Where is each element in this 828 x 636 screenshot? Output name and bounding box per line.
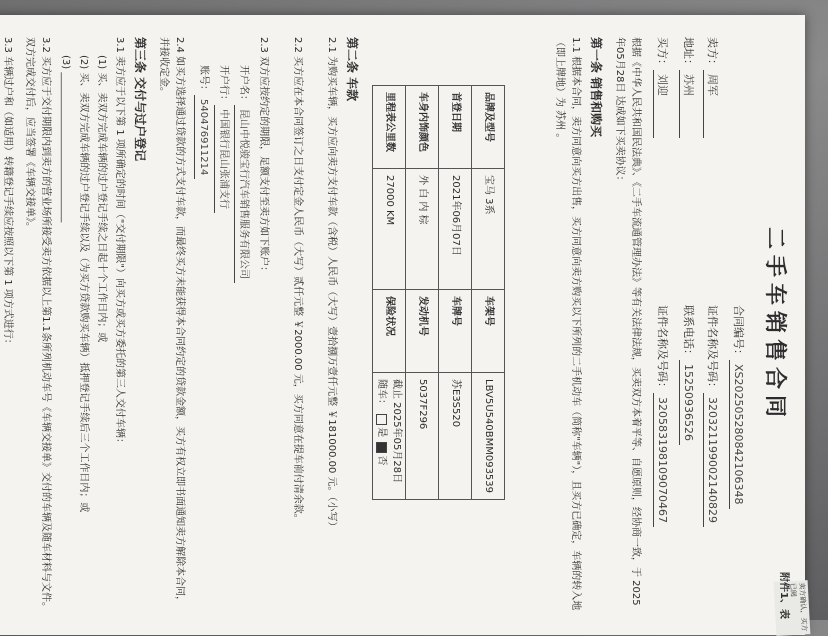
clause-2-2: 2.2 买方应在本合同签订之日支付定金人民币（大写）贰仟元整 ￥2000.00 元，买方同意在提车前付清余款。 bbox=[292, 37, 303, 524]
article-2-heading: 第二条 车款 bbox=[345, 37, 359, 102]
vin-value: LBV5U540BMM093539 bbox=[472, 373, 505, 500]
plate-label: 车牌号 bbox=[439, 290, 472, 373]
clause-3-2: 3.2 买方应于交付期限内到卖方的营业场所接受卖方依据以上第1.1条所列机动车号《车辆交接单》交付的车辆及随车材料与文件。双方完成交付后，应当签署《车辆交接单》。 bbox=[24, 37, 51, 612]
insurance-checkboxes bbox=[374, 379, 390, 493]
table-row bbox=[439, 86, 472, 500]
clause-3-1c: (3) ______________________________ bbox=[60, 55, 71, 223]
brand-value: 宝马 3系 bbox=[472, 169, 505, 290]
article-3-heading: 第三条 交付与过户登记 bbox=[133, 37, 147, 162]
seller-address: 地址：苏州 bbox=[679, 37, 697, 138]
engine-label: 发动机号 bbox=[406, 290, 439, 373]
table-row bbox=[373, 86, 406, 500]
corner-label: 附件1、表 bbox=[778, 572, 789, 619]
first-reg-value: 2021年06月07日 bbox=[439, 169, 472, 290]
ins-no: 否 bbox=[376, 455, 387, 466]
contract-paper bbox=[0, 15, 809, 635]
insurance-label: 保险状况 bbox=[373, 290, 406, 373]
contract-title: 二手车销售合同 bbox=[762, 226, 787, 423]
brand-label: 品牌及型号 bbox=[472, 86, 505, 169]
plate-value: 苏E3S520 bbox=[439, 373, 472, 500]
color-label: 车身内饰颜色 bbox=[406, 86, 439, 169]
buyer-id: 证件名称及号码：320583198109070467 bbox=[653, 305, 671, 527]
account-number: 账号：540476911214 bbox=[195, 65, 212, 179]
clause-2-1: 2.1 为购买车辆，买方应向卖方支付车款（含税）人民币（大写）壹拾捌万壹仟元整 ￥181000.00 元。（小写） bbox=[326, 37, 337, 532]
clause-3-1a: (1) 买、卖双方完成车辆的过户登记手续之日起十个工作日内；或 bbox=[96, 55, 107, 343]
vehicle-table bbox=[372, 85, 505, 500]
mileage-value: 27000 KM bbox=[373, 169, 406, 290]
seller-phone: 联系电话：15250936526 bbox=[679, 305, 697, 445]
clause-3-1: 3.1 卖方应于以下第 1 项所确定的时间（"交付期限"）向买方或买方委托的第三人交付车辆： bbox=[114, 37, 125, 449]
seller-id: 证件名称及号码：320321199002140829 bbox=[703, 305, 721, 527]
first-reg-label: 首登日期 bbox=[439, 86, 472, 169]
table-row bbox=[406, 86, 439, 500]
color-value: 外 白 内 棕 bbox=[406, 169, 439, 290]
ins-yes: 是 bbox=[376, 427, 387, 438]
vin-label: 车架号 bbox=[472, 290, 505, 373]
clause-2-3: 2.3 双方应按约定的期限，足额支付至卖方如下账户： bbox=[258, 37, 269, 277]
mileage-label: 里程表公里数 bbox=[373, 86, 406, 169]
clause-1-1: 1.1 根据本合同，卖方同意向买方出售，买方同意向卖方购买以下所列的二手机动车（简称"车辆"），且买方已确定，车辆的转入地（即上牌地）为 苏州 。 bbox=[554, 37, 581, 611]
buyer-name: 买方：刘迎 bbox=[653, 37, 671, 138]
seller-name: 卖方：周军 bbox=[703, 37, 721, 138]
insurance-date: 截止 2025年05月28日 bbox=[391, 379, 403, 484]
account-bank: 开户行：中国银行昆山张浦支行 bbox=[215, 65, 232, 213]
table-row bbox=[472, 86, 505, 500]
sticky-note: 卖方确认，买方已阅 bbox=[774, 580, 811, 636]
ins-label: 随车： bbox=[376, 379, 387, 409]
clause-3-1b: (2) 买、卖双方完成车辆的过户登记手续以及（为买方贷款购买车辆）抵押登记手续后三个工作日内；或 bbox=[78, 55, 89, 513]
clause-2-4: 2.4 如买方选择通过贷款的方式支付车款，而最终买方未能获得本合同约定的贷款金额，买方有权立即书面通知卖方解除本合同，并接收定金。 bbox=[158, 37, 185, 607]
account-holder: 开户名：昆山中悦骏宝行汽车销售服务有限公司 bbox=[235, 65, 252, 283]
preamble: 根据《中华人民共和国民法典》、《二手车流通管理办法》等有关法律法规，买卖双方本着平等、自愿原则，经协商一致，于 2025年05月28日 达成如下买卖协议： bbox=[614, 37, 641, 606]
contract-number: 合同编号：XS202505280842106348 bbox=[729, 305, 747, 509]
checkbox-no[interactable] bbox=[377, 442, 388, 453]
insurance-value bbox=[373, 373, 406, 500]
article-1-heading: 第一条 销售和购买 bbox=[589, 37, 603, 138]
engine-value: 5037F296 bbox=[406, 373, 439, 500]
clause-3-3: 3.3 车辆过户和（如适用）转籍登记手续应按照以下第 1 项方式进行： bbox=[2, 37, 13, 349]
checkbox-yes[interactable] bbox=[377, 414, 388, 425]
